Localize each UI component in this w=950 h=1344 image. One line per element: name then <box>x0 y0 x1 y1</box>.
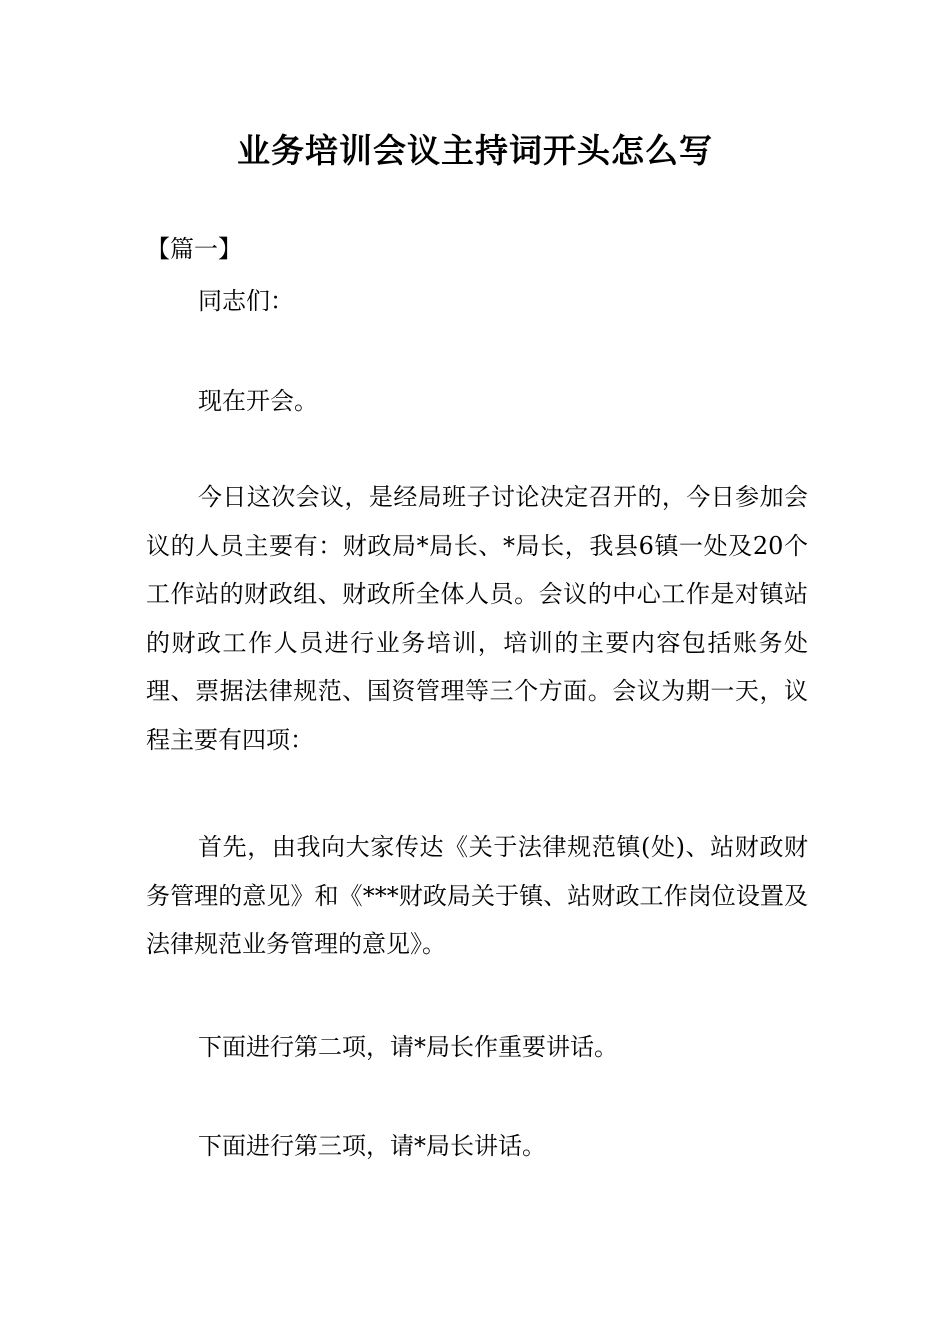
paragraph-first-item: 首先，由我向大家传达《关于法律规范镇(处)、站财政财务管理的意见》和《***财政局关于镇、站财政工作岗位设置及法律规范业务管理的意见》。 <box>146 833 808 958</box>
document-title: 业务培训会议主持词开头怎么写 <box>237 131 713 170</box>
section-label: 【篇一】 <box>146 235 242 263</box>
paragraph-second-item: 下面进行第二项，请*局长作重要讲话。 <box>198 1033 618 1061</box>
paragraph-third-item: 下面进行第三项，请*局长讲话。 <box>198 1132 546 1160</box>
paragraph-greeting: 同志们： <box>198 287 294 315</box>
paragraph-intro: 今日这次会议，是经局班子讨论决定召开的，今日参加会议的人员主要有：财政局*局长、*局长，我县6镇一处及20个工作站的财政组、财政所全体人员。会议的中心工作是对镇站的财政工作人员进行业务培训，培训的主要内容包括账务处理、票据法律规范、国资管理等三个方面。会议为期一天，议程主要有四项： <box>146 483 808 754</box>
paragraph-open: 现在开会。 <box>198 387 318 415</box>
